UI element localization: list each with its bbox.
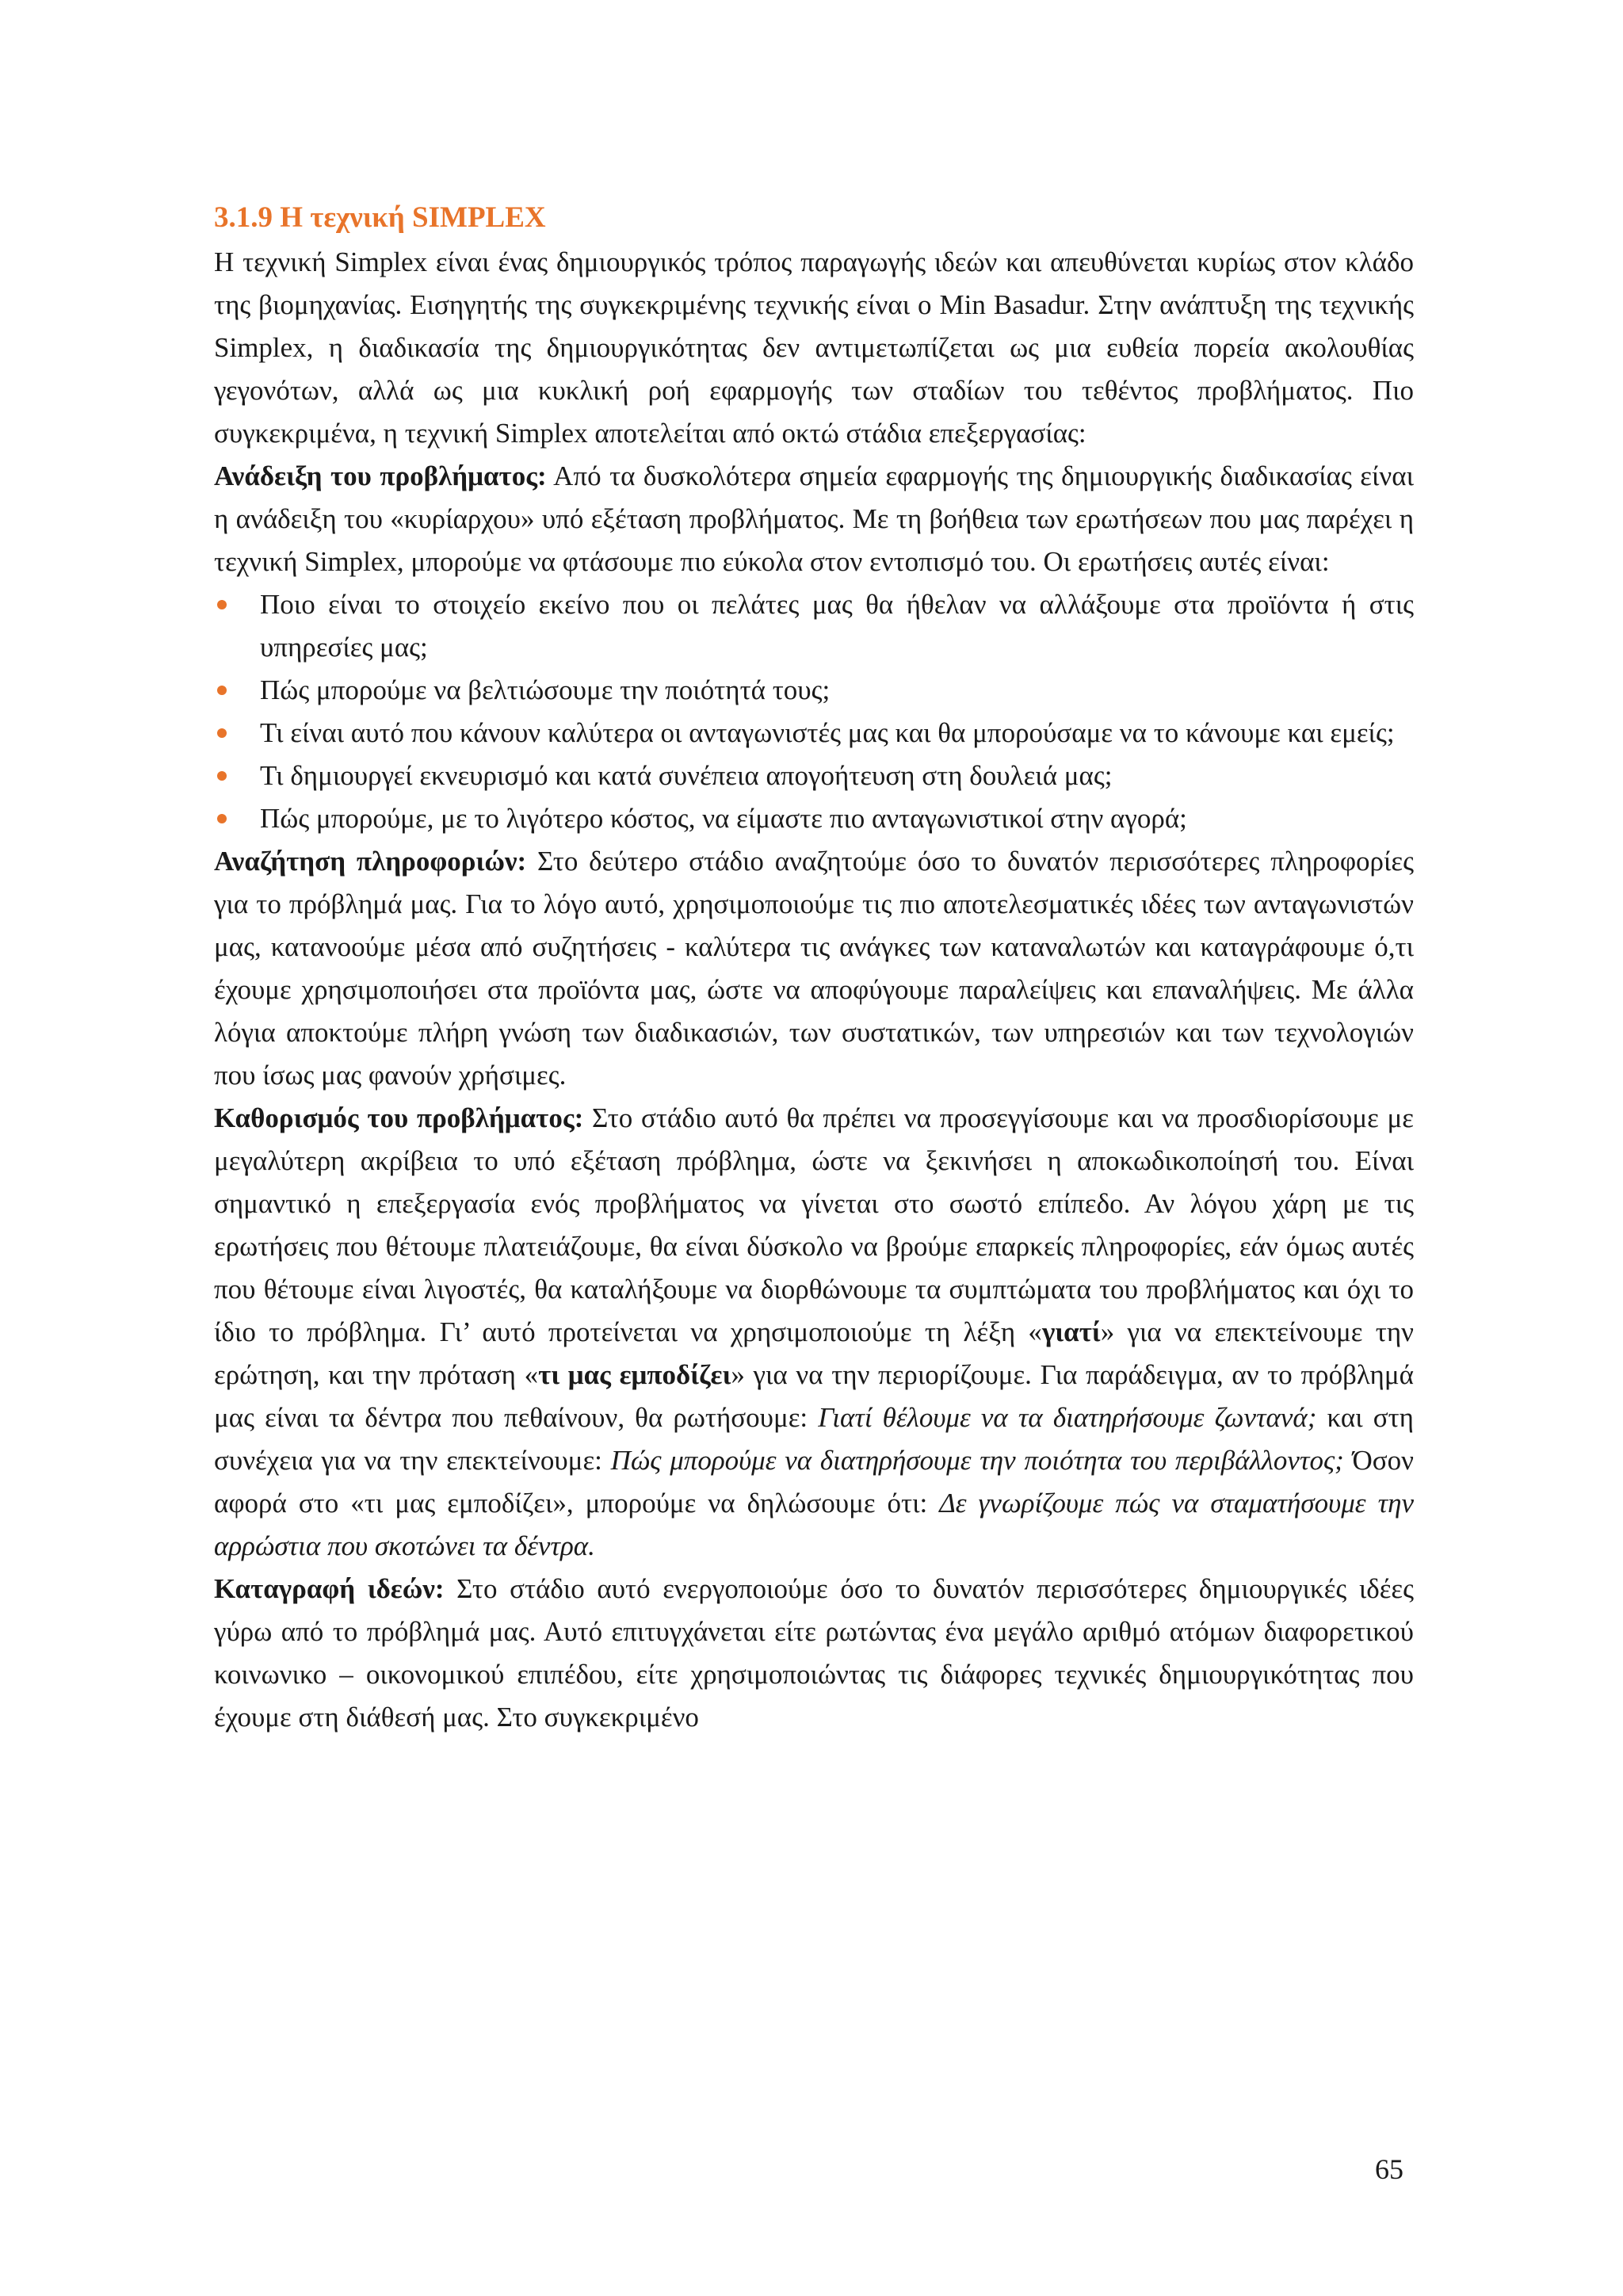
- stage-1-paragraph: [214, 455, 1414, 583]
- intro-paragraph: Η τεχνική Simplex είναι ένας δημιουργικός τρόπος παραγωγής ιδεών και απευθύνεται κυρίως στον κλάδο της βιομηχανίας. Εισηγητής της συγκεκριμένης τεχνικής είναι ο Min Basadur. Στην ανάπτυξη της τεχνικής Simplex, η διαδικασία της δημιουργικότητας δεν αντιμετωπίζεται ως μια ευθεία πορεία ακολουθίας γεγονότων, αλλά ως μια κυκλική ροή εφαρμογής των σταδίων του τεθέντος προβλήματος. Πιο συγκεκριμένα, η τεχνική Simplex αποτελείται από οκτώ στάδια επεξεργασίας:: [214, 246, 1414, 449]
- stage-2-title: Αναζήτηση πληροφοριών:: [214, 846, 527, 877]
- example-question: Πώς μπορούμε να διατηρήσουμε την ποιότητα του περιβάλλοντος;: [610, 1445, 1344, 1476]
- stage-3-text: και στη συνέχεια για να την επεκτείνουμε:: [214, 1402, 1414, 1476]
- stage-2-paragraph: [214, 840, 1414, 1097]
- question-item: Ποιο είναι το στοιχείο εκείνο που οι πελάτες μας θα ήθελαν να αλλάξουμε στα προϊόντα ή στις υπηρεσίες μας;: [214, 583, 1414, 669]
- stage-3-text: » για να την περιορίζουμε. Για παράδειγμα, αν το πρόβλημά μας είναι τα δέντρα που πεθαίνουν, θα ρωτήσουμε:: [214, 1359, 1414, 1433]
- question-item: Πώς μπορούμε, με το λιγότερο κόστος, να είμαστε πιο ανταγωνιστικοί στην αγορά;: [214, 797, 1414, 840]
- stage-3-title: Καθορισμός του προβλήματος:: [214, 1102, 584, 1133]
- stage-1-text: Από τα δυσκολότερα σημεία εφαρμογής της δημιουργικής διαδικασίας είναι η ανάδειξη του «κυρίαρχου» υπό εξέταση προβλήματος. Με τη βοήθεια των ερωτήσεων που μας παρέχει η τεχνική Simplex, μπορούμε να φτάσουμε πιο εύκολα στον εντοπισμό του. Οι ερωτήσεις αυτές είναι:: [214, 460, 1414, 577]
- page-number: 65: [1375, 2153, 1403, 2185]
- stage-4-paragraph: [214, 1568, 1414, 1739]
- stage-3-text: » για να επεκτείνουμε την ερώτηση, και την πρόταση «: [214, 1316, 1414, 1390]
- example-question: Γιατί θέλουμε να τα διατηρήσουμε ζωντανά;: [818, 1402, 1317, 1433]
- page-content: [214, 195, 1414, 1739]
- stage-3-paragraph: [214, 1097, 1414, 1568]
- stage-4-text: Στο στάδιο αυτό ενεργοποιούμε όσο το δυνατόν περισσότερες δημιουργικές ιδέες γύρω από το πρόβλημά μας. Αυτό επιτυγχάνεται είτε ρωτώντας ένα μεγάλο αριθμό ατόμων διαφορετικού κοινωνικο – οικονομικού επιπέδου, είτε χρησιμοποιώντας τις διάφορες τεχνικές δημιουργικότητας που έχουμε στη διάθεσή μας. Στο συγκεκριμένο: [214, 1573, 1414, 1733]
- question-item: Τι είναι αυτό που κάνουν καλύτερα οι ανταγωνιστές μας και θα μπορούσαμε να το κάνουμε και εμείς;: [214, 712, 1414, 755]
- stage-4-title: Καταγραφή ιδεών:: [214, 1573, 445, 1604]
- stage-2-text: Στο δεύτερο στάδιο αναζητούμε όσο το δυνατόν περισσότερες πληροφορίες για το πρόβλημά μας. Για το λόγο αυτό, χρησιμοποιούμε τις πιο αποτελεσματικές ιδέες των ανταγωνιστών μας, κατανοούμε μέσα από συζητήσεις - καλύτερα τις ανάγκες των καταναλωτών και καταγράφουμε ό,τι έχουμε χρησιμοποιήσει στα προϊόντα μας, ώστε να αποφύγουμε παραλείψεις και επαναλήψεις. Με άλλα λόγια αποκτούμε πλήρη γνώση των διαδικασιών, των συστατικών, των υπηρεσιών και των τεχνολογιών που ίσως μας φανούν χρήσιμες.: [214, 846, 1414, 1091]
- question-item: Τι δημιουργεί εκνευρισμό και κατά συνέπεια απογοήτευση στη δουλειά μας;: [214, 755, 1414, 797]
- keyword-what-prevents-us: τι μας εμποδίζει: [538, 1359, 731, 1390]
- example-statement: Δε γνωρίζουμε πώς να σταματήσουμε την αρρώστια που σκοτώνει τα δέντρα.: [214, 1488, 1414, 1561]
- stage-3-text: Στο στάδιο αυτό θα πρέπει να προσεγγίσουμε και να προσδιορίσουμε με μεγαλύτερη ακρίβεια το υπό εξέταση πρόβλημα, ώστε να ξεκινήσει η αποκωδικοποίησή του. Είναι σημαντικό η επεξεργασία ενός προβλήματος να γίνεται στο σωστό επίπεδο. Αν λόγου χάρη με τις ερωτήσεις που θέτουμε πλατειάζουμε, θα είναι δύσκολο να βρούμε επαρκείς πληροφορίες, εάν όμως αυτές που θέτουμε είναι λιγοστές, θα καταλήξουμε να διορθώνουμε τα συμπτώματα του προβλήματος και όχι το ίδιο το πρόβλημα. Γι’ αυτό προτείνεται να χρησιμοποιούμε τη λέξη «: [214, 1102, 1415, 1347]
- question-item: Πώς μπορούμε να βελτιώσουμε την ποιότητά τους;: [214, 669, 1414, 712]
- keyword-why: γιατί: [1041, 1316, 1101, 1347]
- questions-list: [214, 583, 1414, 840]
- stage-3-text: Όσον αφορά στο «τι μας εμποδίζει», μπορούμε να δηλώσουμε ότι:: [214, 1445, 1414, 1519]
- stage-1-title: Ανάδειξη του προβλήματος:: [214, 460, 547, 491]
- section-heading: 3.1.9 Η τεχνική SIMPLEX: [214, 201, 546, 234]
